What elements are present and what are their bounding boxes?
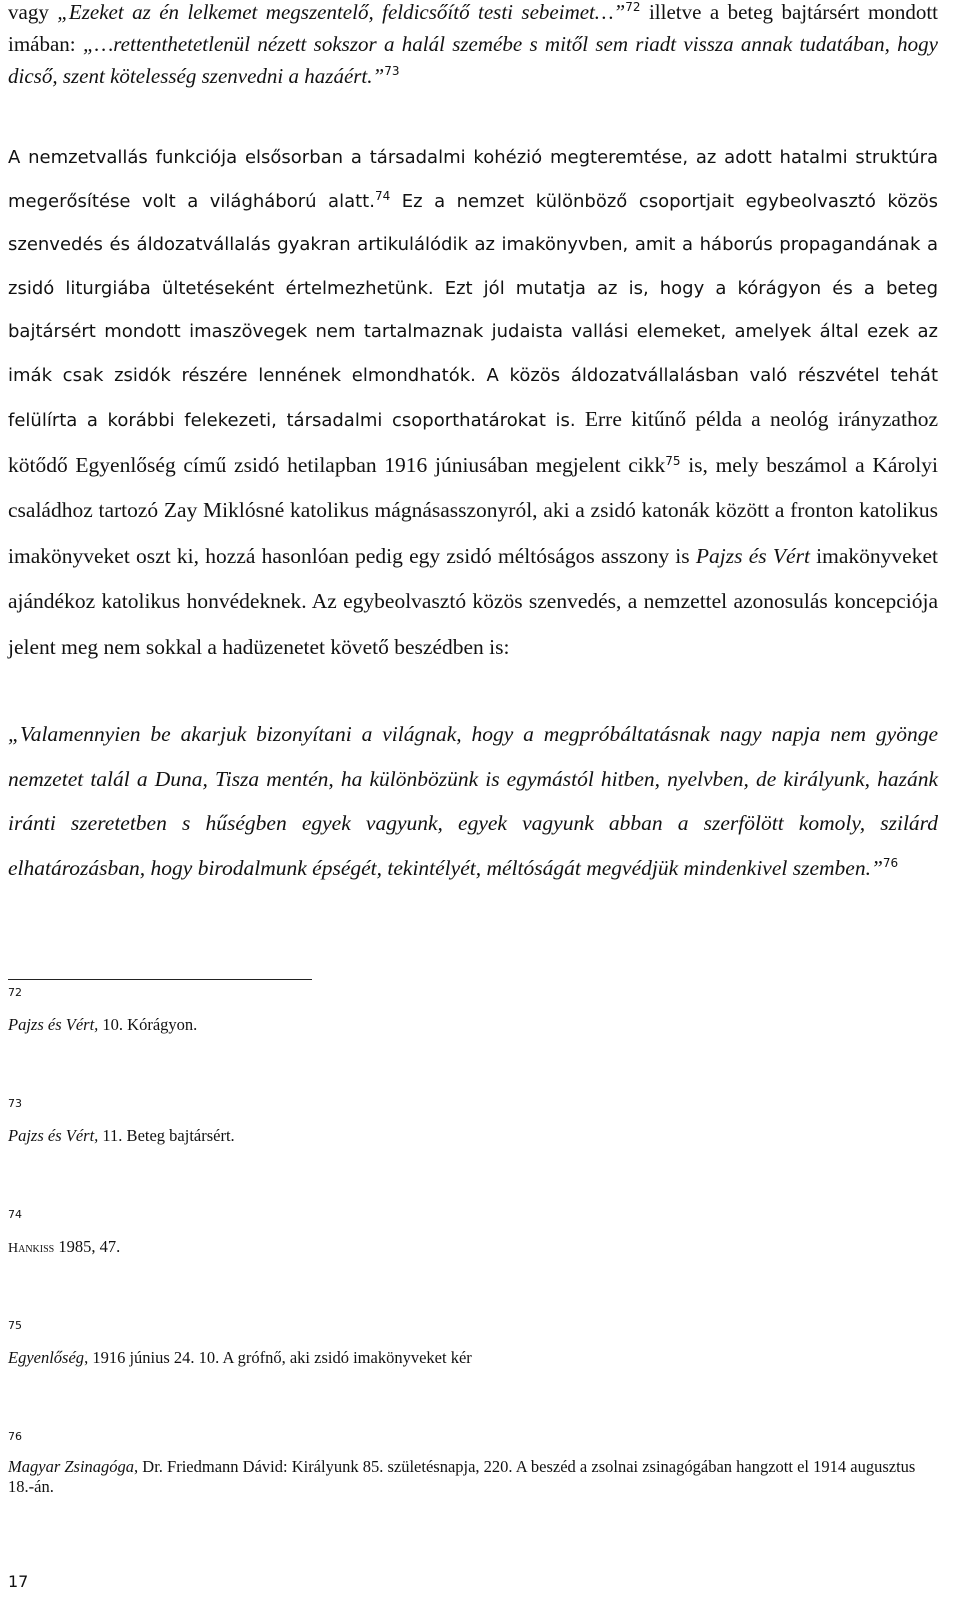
italic-quote: „Ezeket az én lelkemet megszentelő, feldicsőítő testi sebeimet…”	[57, 0, 626, 24]
footnote-italic: Pajzs és Vért,	[8, 1126, 99, 1145]
footnote-text	[8, 1126, 938, 1146]
footnote-author: Hankiss	[8, 1241, 55, 1256]
footnote-ref-72[interactable]: 72	[625, 0, 641, 14]
footnote-76	[8, 1430, 938, 1497]
footnote-italic: Pajzs és Vért,	[8, 1015, 99, 1034]
quote-text: „Valamennyien be akarjuk bizonyítani a világnak, hogy a megpróbáltatásnak nagy napja nem gyönge nemzetet talál a Duna, Tisza mentén, ha különbözünk is egymástól hitben, nyelvben, de királyunk, hazánk iránti szeretetben s hűségben egyek vagyunk, egyek vagyunk abban a szerfölött komoly, szilárd elhatározásban, hogy birodalmunk épségét, tekintélyét, méltóságát megvédjük mindenkivel szemben.”	[8, 722, 938, 880]
footnote-ref-75[interactable]: 75	[665, 453, 681, 468]
paragraph-main	[8, 136, 938, 670]
footnote-text	[8, 1348, 938, 1368]
footnote-number: 73	[8, 1097, 22, 1110]
footnote-ref-76[interactable]: 76	[882, 855, 899, 870]
footnote-number: 74	[8, 1208, 22, 1221]
footnote-ref-74[interactable]: 74	[374, 188, 391, 203]
footnote-ref-73[interactable]: 73	[384, 64, 400, 78]
footnote-separator	[8, 979, 312, 980]
text-run: A nemzetvallás funkciója elsősorban a társadalmi kohézió megteremtése, az adott hatalmi struktúra megerősítése volt a világháború alatt.	[8, 147, 938, 212]
footnote-rest: , Dr. Friedmann Dávid: Királyunk 85. születésnapja, 220. A beszéd a zsolnai zsinagógában hangzott el 1914 augusztus 18.-án.	[8, 1457, 916, 1496]
footnote-number: 75	[8, 1319, 22, 1332]
footnote-number: 76	[8, 1430, 22, 1443]
footnote-rest: , 1916 június 24. 10. A grófnő, aki zsidó imakönyveket kér	[84, 1348, 472, 1367]
text-run: is, mely beszámol a Károlyi családhoz tartozó Zay Miklósné katolikus mágnásasszonyról, aki a zsidó katonák között a fronton katolikus imakönyveket oszt ki, hozzá hasonlóan pedig egy zsidó méltóságos asszony is	[8, 452, 938, 568]
text-run: Erre kitűnő példa a neológ irányzathoz kötődő Egyenlőség című zsidó hetilapban 1916 júniusában megjelent cikk	[8, 407, 938, 477]
block-quote	[8, 712, 938, 890]
footnote-text	[8, 1457, 938, 1497]
footnote-number: 72	[8, 986, 22, 999]
text-run: illetve a beteg bajtársért mondott imában:	[8, 0, 938, 56]
page-number: 17	[8, 1572, 29, 1591]
italic-title: Pajzs és Vért	[695, 543, 810, 568]
footnote-rest: 10. Kórágyon.	[98, 1015, 198, 1034]
footnote-74	[8, 1208, 938, 1259]
footnote-75	[8, 1319, 938, 1368]
footnote-italic: Egyenlőség	[8, 1348, 85, 1367]
footnote-73	[8, 1097, 938, 1146]
text-run: Ez a nemzet különböző csoportjait egybeolvasztó közös szenvedés és áldozatvállalás gyakran artikulálódik az imakönyvben, amit a háborús propagandának a zsidó liturgiába ültetéseként értelmezhetünk.	[8, 190, 938, 299]
text-run: Ezt jól mutatja az is, hogy a kórágyon és a beteg bajtársért mondott imaszövegek nem tartalmaznak judaista vallási elemeket, amelyek által ezek az imák csak zsidók részére lennének elmondhatók. A közös áldozatvállalásban való részvétel tehát felülírta a korábbi felekezeti, társadalmi csoporthatárokat is.	[8, 277, 939, 431]
footnote-text	[8, 1237, 938, 1259]
text-run: vagy	[8, 0, 58, 24]
paragraph-intro	[8, 0, 938, 92]
footnote-text	[8, 1015, 938, 1035]
italic-quote: „…rettenthetetlenül nézett sokszor a halál szemébe s mitől sem riadt vissza annak tudatában, hogy dicső, szent kötelesség szenvedni a hazáért.”	[8, 32, 938, 88]
footnote-rest: 1985, 47.	[54, 1237, 121, 1256]
footnote-italic: Magyar Zsinagóga	[8, 1457, 135, 1476]
footnote-72	[8, 986, 938, 1035]
footnote-rest: 11. Beteg bajtársért.	[98, 1126, 235, 1145]
text-run: imakönyveket ajándékoz katolikus honvédeknek. Az egybeolvasztó közös szenvedés, a nemzettel azonosulás koncepciója jelent meg nem sokkal a hadüzenetet követő beszédben is:	[8, 543, 938, 659]
